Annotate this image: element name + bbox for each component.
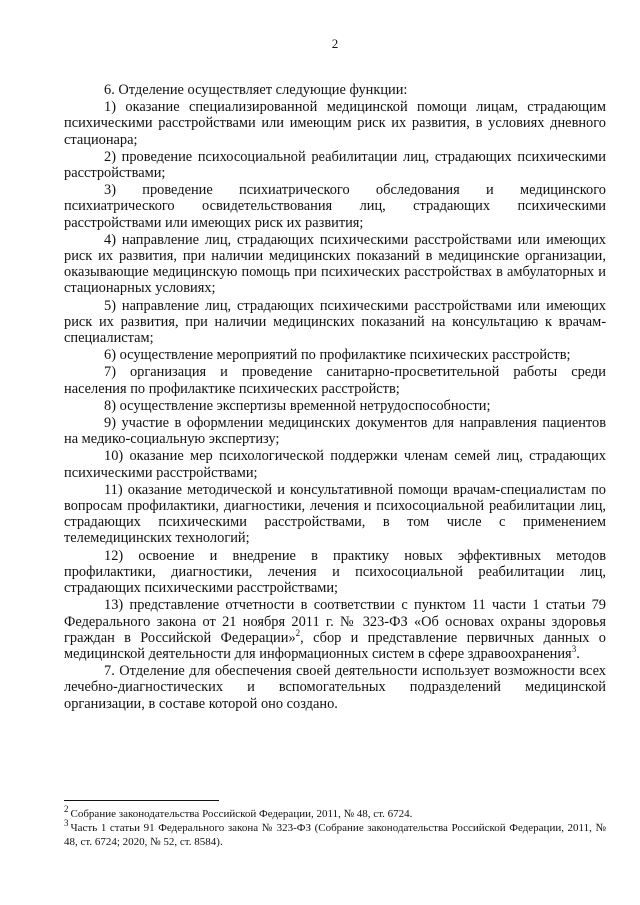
function-item-1: 1) оказание специализированной медицинской помощи лицам, страдающим психическими расстройствами или имеющим риск их развития, в условиях дневного стационара; <box>64 99 606 148</box>
function-item-4: 4) направление лиц, страдающих психическими расстройствами или имеющих риск их развития, при наличии медицинских показаний в медицинские организации, оказывающие медицинскую помощь при психических расстройствах в амбулаторных и стационарных условиях; <box>64 231 606 297</box>
footnote-3 <box>64 818 606 849</box>
footnote-2-text: Собрание законодательства Российской Федерации, 2011, № 48, ст. 6724. <box>70 808 413 820</box>
page-number: 2 <box>331 36 339 51</box>
function-item-13-part2: , сбор и представление первичных данных о медицинской деятельности для информационных систем в сфере здравоохранения <box>64 629 606 662</box>
function-item-9: 9) участие в оформлении медицинских документов для направления пациентов на медико-социальную экспертизу; <box>64 415 606 448</box>
footnote-2 <box>64 804 606 821</box>
function-item-3: 3) проведение психиатрического обследования и медицинского психиатрического освидетельствования лиц, страдающих психическими расстройствами или имеющих риск их развития; <box>64 182 606 231</box>
function-item-2: 2) проведение психосоциальной реабилитации лиц, страдающих психическими расстройствами; <box>64 148 606 182</box>
function-item-5: 5) направление лиц, страдающих психическими расстройствами или имеющих риск их развития, при наличии медицинских показаний на консультацию к врачам-специалистам; <box>64 297 606 347</box>
function-item-13-part1: 13) представление отчетности в соответствии с пунктом 11 части 1 статьи 79 Федерального закона от 21 ноября 2011 г. № 323-ФЗ «Об основах охраны здоровья граждан в Российской Федерации» <box>64 597 606 646</box>
document-body <box>64 82 606 712</box>
footnote-mark-2: 2 <box>64 804 69 815</box>
function-item-7: 7) организация и проведение санитарно-просветительной работы среди населения по профилактике психических расстройств; <box>64 364 606 397</box>
function-item-11: 11) оказание методической и консультативной помощи врачам-специалистам по вопросам профилактики, диагностики, лечения и психосоциальной реабилитации лиц, страдающих психическими расстройствами, в том числе с применением телемедицинских технологий; <box>64 481 606 547</box>
function-item-13-part3: . <box>576 645 580 662</box>
function-item-8: 8) осуществление экспертизы временной нетрудоспособности; <box>104 397 491 414</box>
function-item-12: 12) освоение и внедрение в практику новых эффективных методов профилактики, диагностики, лечения и психосоциальной реабилитации лиц, страдающих психическими расстройствами; <box>64 547 606 597</box>
section-7-paragraph: 7. Отделение для обеспечения своей деятельности использует возможности всех лечебно-диагностических и вспомогательных подразделений медицинской организации, в составе которой оно создано. <box>64 663 606 712</box>
function-item-6: 6) осуществление мероприятий по профилактике психических расстройств; <box>104 347 571 364</box>
footnote-divider <box>64 800 219 801</box>
footnote-ref-3: 3 <box>571 644 577 655</box>
function-item-13 <box>64 597 606 662</box>
footnote-ref-2: 2 <box>295 627 301 638</box>
footnotes <box>64 800 606 849</box>
section-6-heading: 6. Отделение осуществляет следующие функции: <box>104 82 408 98</box>
footnote-mark-3: 3 <box>64 818 69 829</box>
footnote-3-text: Часть 1 статьи 91 Федерального закона № 323-ФЗ (Собрание законодательства Российской Федерации, 2011, № 48, ст. 6724; 2020, № 52, ст. 8584). <box>64 822 606 848</box>
function-item-10: 10) оказание мер психологической поддержки членам семей лиц, страдающих психическими расстройствами; <box>64 448 606 481</box>
